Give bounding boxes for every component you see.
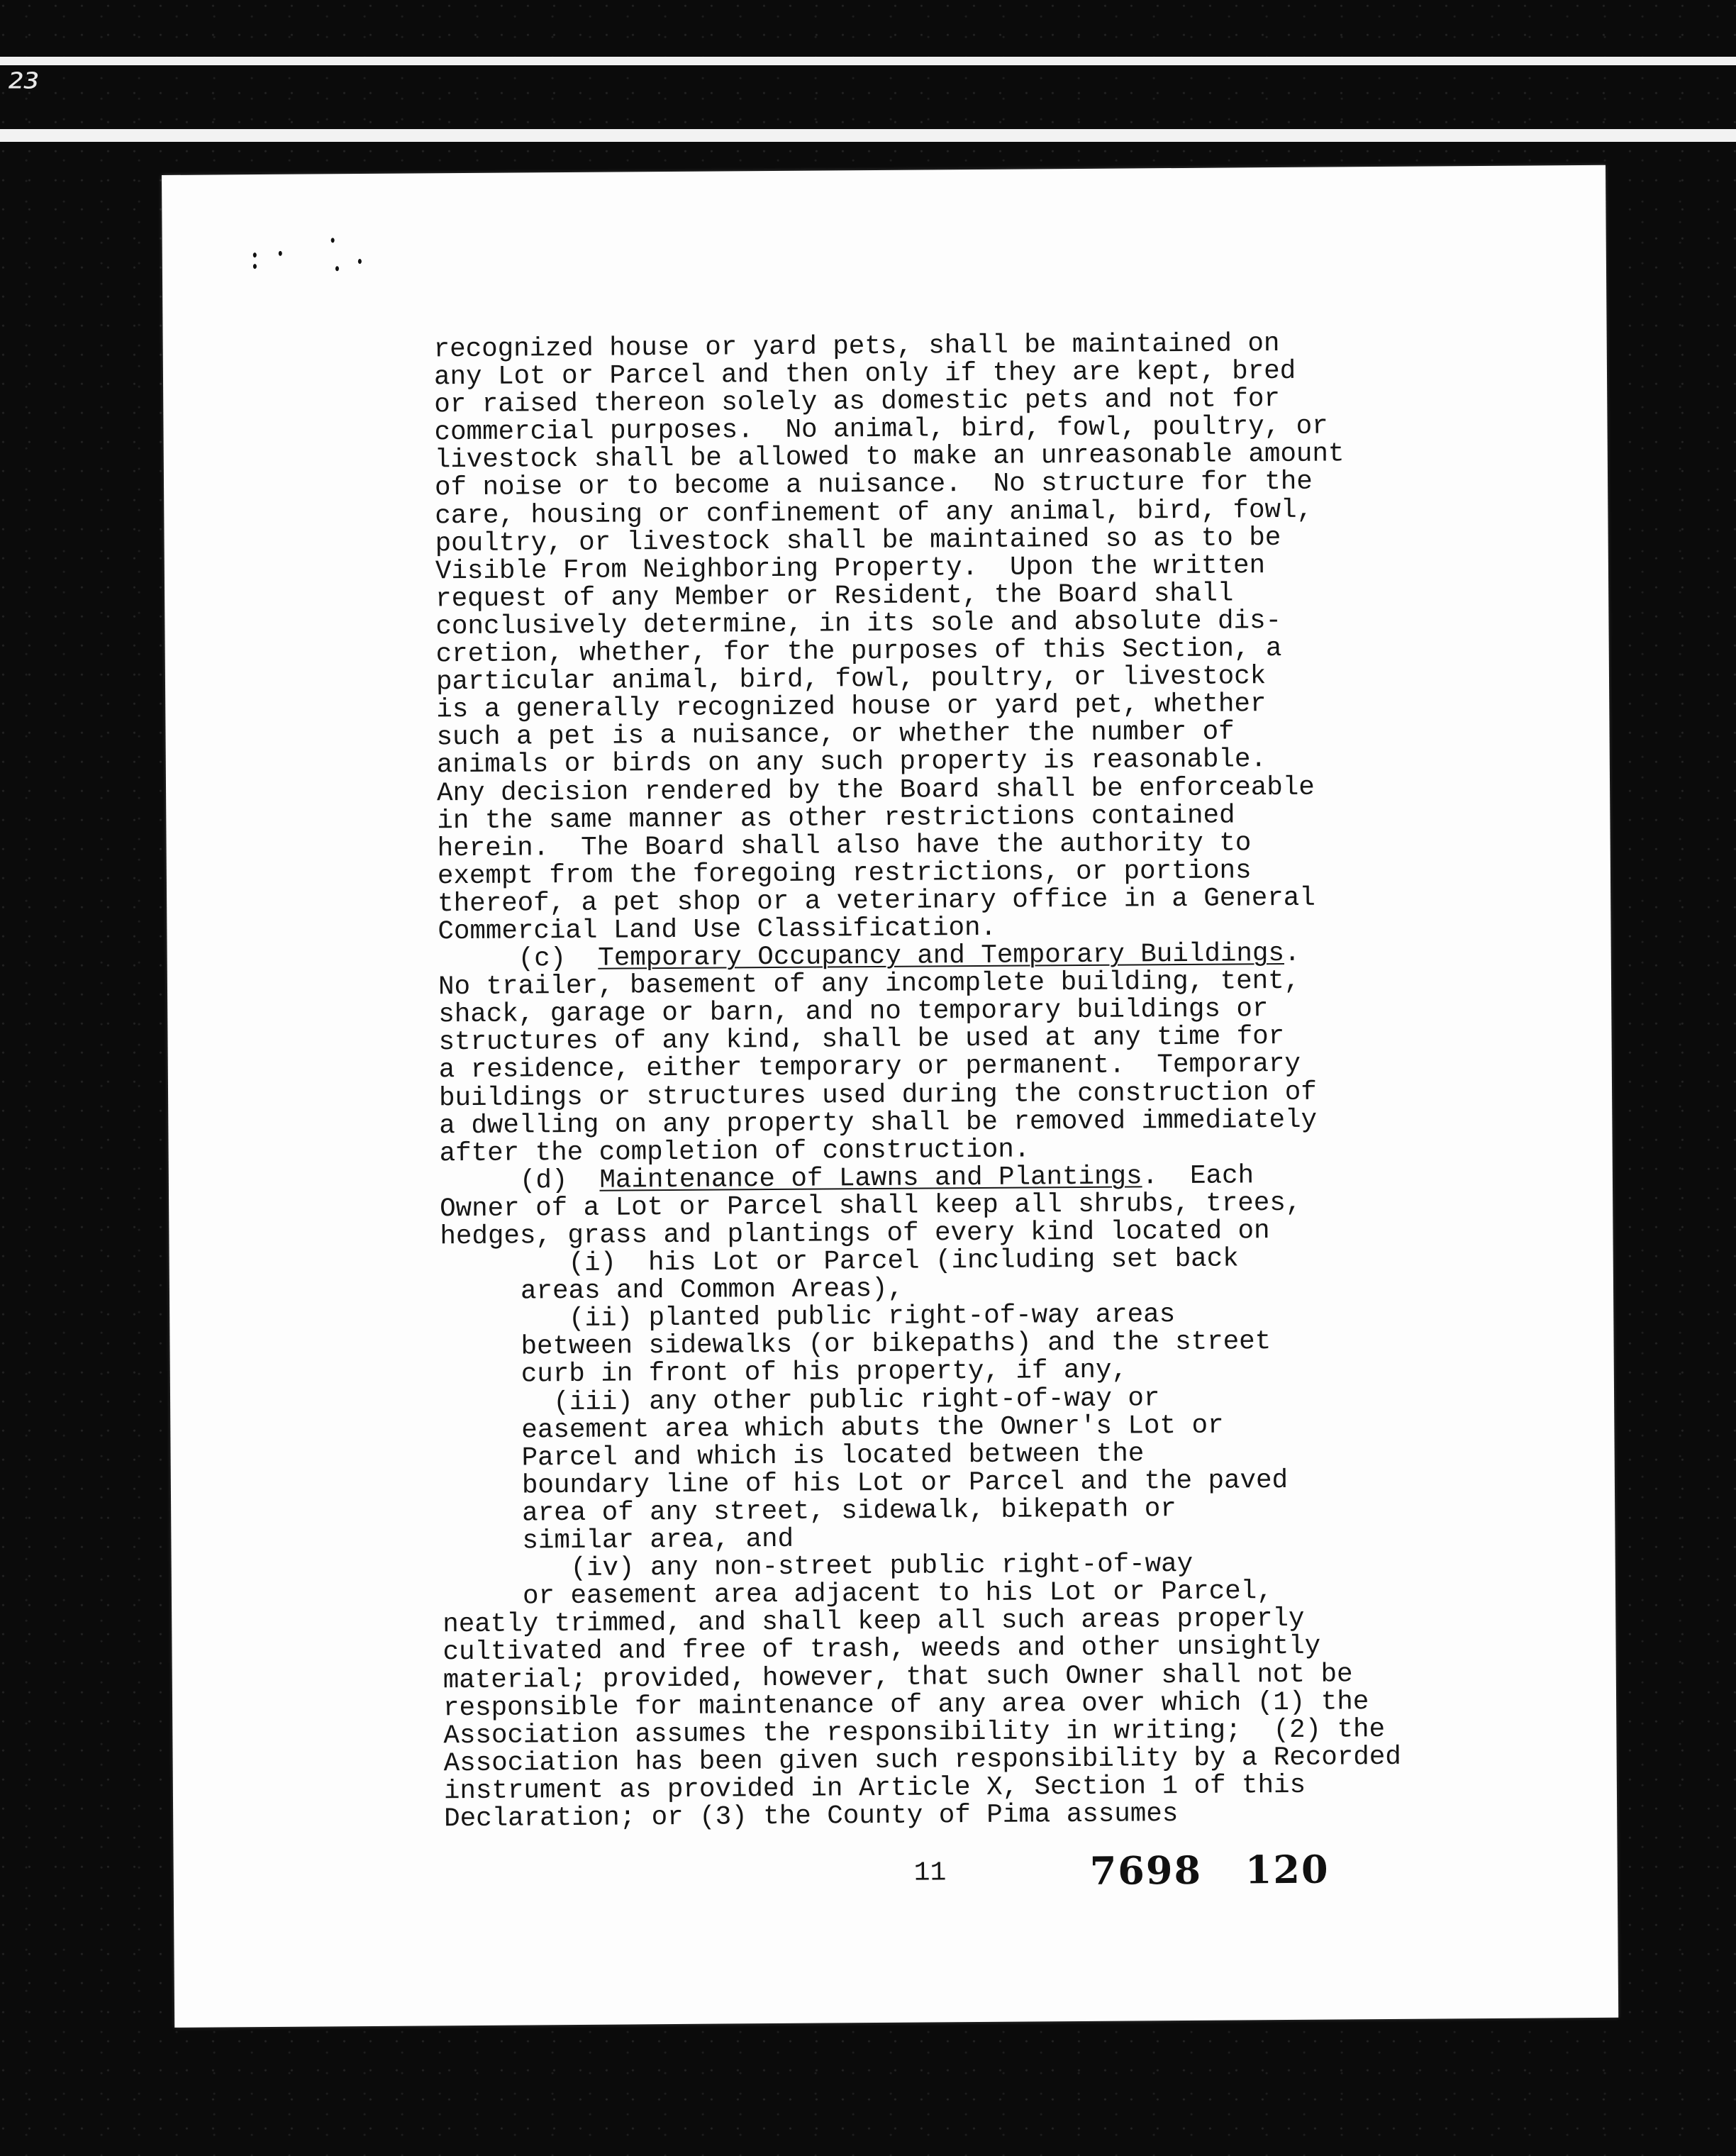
line-text: particular animal, bird, fowl, poultry, or livestock xyxy=(435,662,1267,698)
line-text: poultry, or livestock shall be maintained so as to be xyxy=(435,523,1281,559)
line-text: (iii) any other public right-of-way or xyxy=(553,1383,1160,1418)
line-text: responsible for maintenance of any area over which (1) the xyxy=(443,1687,1369,1723)
section-heading: Maintenance of Lawns and Plantings xyxy=(599,1162,1142,1196)
line-text: instrument as provided in Article X, Section 1 of this xyxy=(443,1770,1306,1807)
line-text: conclusively determine, in its sole and absolute dis- xyxy=(435,606,1282,643)
line-text-after-heading: . xyxy=(1284,938,1301,969)
line-text: herein. The Board shall also have the authority to xyxy=(437,828,1252,864)
line-text: or raised thereon solely as domestic pets and not for xyxy=(434,384,1281,421)
line-text: a dwelling on any property shall be removed immediately xyxy=(439,1105,1318,1141)
line-text: Association has been given such responsibility by a Recorded xyxy=(443,1742,1401,1779)
line-text: Owner of a Lot or Parcel shall keep all shrubs, trees, xyxy=(440,1188,1302,1225)
line-text: material; provided, however, that such Owner shall not be xyxy=(443,1659,1353,1696)
line-text: similar area, and xyxy=(522,1524,794,1557)
line-text: or easement area adjacent to his Lot or Parcel, xyxy=(522,1577,1273,1612)
line-text: buildings or structures used during the construction of xyxy=(438,1077,1317,1113)
line-text: recognized house or yard pets, shall be maintained on xyxy=(433,329,1280,365)
line-text: a residence, either temporary or permanent. Temporary xyxy=(438,1050,1301,1086)
margin-handwritten-mark: ²³ xyxy=(7,65,39,111)
line-text: exempt from the foregoing restrictions, or portions xyxy=(437,856,1252,892)
line-text: (i) his Lot or Parcel (including set back xyxy=(568,1244,1239,1279)
line-text: care, housing or confinement of any animal, bird, fowl, xyxy=(435,495,1313,531)
page-number: 11 xyxy=(913,1857,947,1889)
line-text: Visible From Neighboring Property. Upon the written xyxy=(435,550,1266,587)
line-text: Commercial Land Use Classification. xyxy=(438,913,997,948)
line-text: Declaration; or (3) the County of Pima assumes xyxy=(444,1799,1179,1835)
line-text: hedges, grass and plantings of every kind located on xyxy=(440,1216,1270,1252)
line-text: area of any street, sidewalk, bikepath or xyxy=(522,1494,1176,1529)
line-text: commercial purposes. No animal, bird, fowl, poultry, or xyxy=(434,411,1328,448)
line-text: any Lot or Parcel and then only if they are kept, bred xyxy=(433,356,1296,393)
line-text: Association assumes the responsibility in writing; (2) the xyxy=(443,1714,1386,1751)
line-text-after-heading: . Each xyxy=(1142,1161,1254,1192)
line-text: areas and Common Areas), xyxy=(520,1274,904,1307)
line-text: of noise or to become a nuisance. No structure for the xyxy=(434,467,1313,504)
line-text: boundary line of his Lot or Parcel and the paved xyxy=(521,1465,1289,1501)
document-page xyxy=(162,165,1618,2028)
line-text: easement area which abuts the Owner's Lot or xyxy=(521,1411,1224,1446)
line-text: (iv) any non-street public right-of-way xyxy=(570,1550,1194,1584)
line-text: thereof, a pet shop or a veterinary office in a General xyxy=(438,883,1316,920)
line-text: (ii) planted public right-of-way areas xyxy=(568,1300,1176,1335)
line-text: in the same manner as other restrictions contained xyxy=(437,801,1235,836)
recording-number: 7698 120 xyxy=(1089,1846,1330,1894)
line-text: such a pet is a nuisance, or whether the number of xyxy=(436,717,1235,753)
line-text: (d) xyxy=(519,1165,600,1196)
film-edge-line-middle xyxy=(0,129,1736,142)
line-text: neatly trimmed, and shall keep all such areas properly xyxy=(443,1604,1305,1640)
section-heading: Temporary Occupancy and Temporary Buildings xyxy=(598,939,1285,974)
line-text: curb in front of his property, if any, xyxy=(521,1356,1128,1390)
scan-specks xyxy=(253,238,381,281)
film-edge-line-top xyxy=(0,57,1736,65)
document-body-text xyxy=(434,329,1466,1833)
line-text: Parcel and which is located between the xyxy=(521,1439,1145,1474)
line-text: animals or birds on any such property is reasonable. xyxy=(436,745,1267,781)
line-text: between sidewalks (or bikepaths) and the street xyxy=(521,1327,1272,1362)
line-text: cultivated and free of trash, weeds and other unsightly xyxy=(443,1632,1321,1668)
line-text: after the completion of construction. xyxy=(439,1135,1030,1169)
line-text: structures of any kind, shall be used at any time for xyxy=(438,1022,1285,1058)
text-line xyxy=(444,1799,1465,1833)
line-text: livestock shall be allowed to make an unreasonable amount xyxy=(434,439,1345,476)
line-text: shack, garage or barn, and no temporary buildings or xyxy=(438,994,1269,1030)
line-text: request of any Member or Resident, the Board shall xyxy=(435,579,1234,615)
line-text: Any decision rendered by the Board shall be enforceable xyxy=(436,772,1315,808)
line-text: cretion, whether, for the purposes of this Section, a xyxy=(435,634,1282,670)
line-text: is a generally recognized house or yard pet, whether xyxy=(436,689,1267,726)
line-text: (c) xyxy=(518,943,599,974)
line-text: No trailer, basement of any incomplete building, tent, xyxy=(438,966,1301,1003)
